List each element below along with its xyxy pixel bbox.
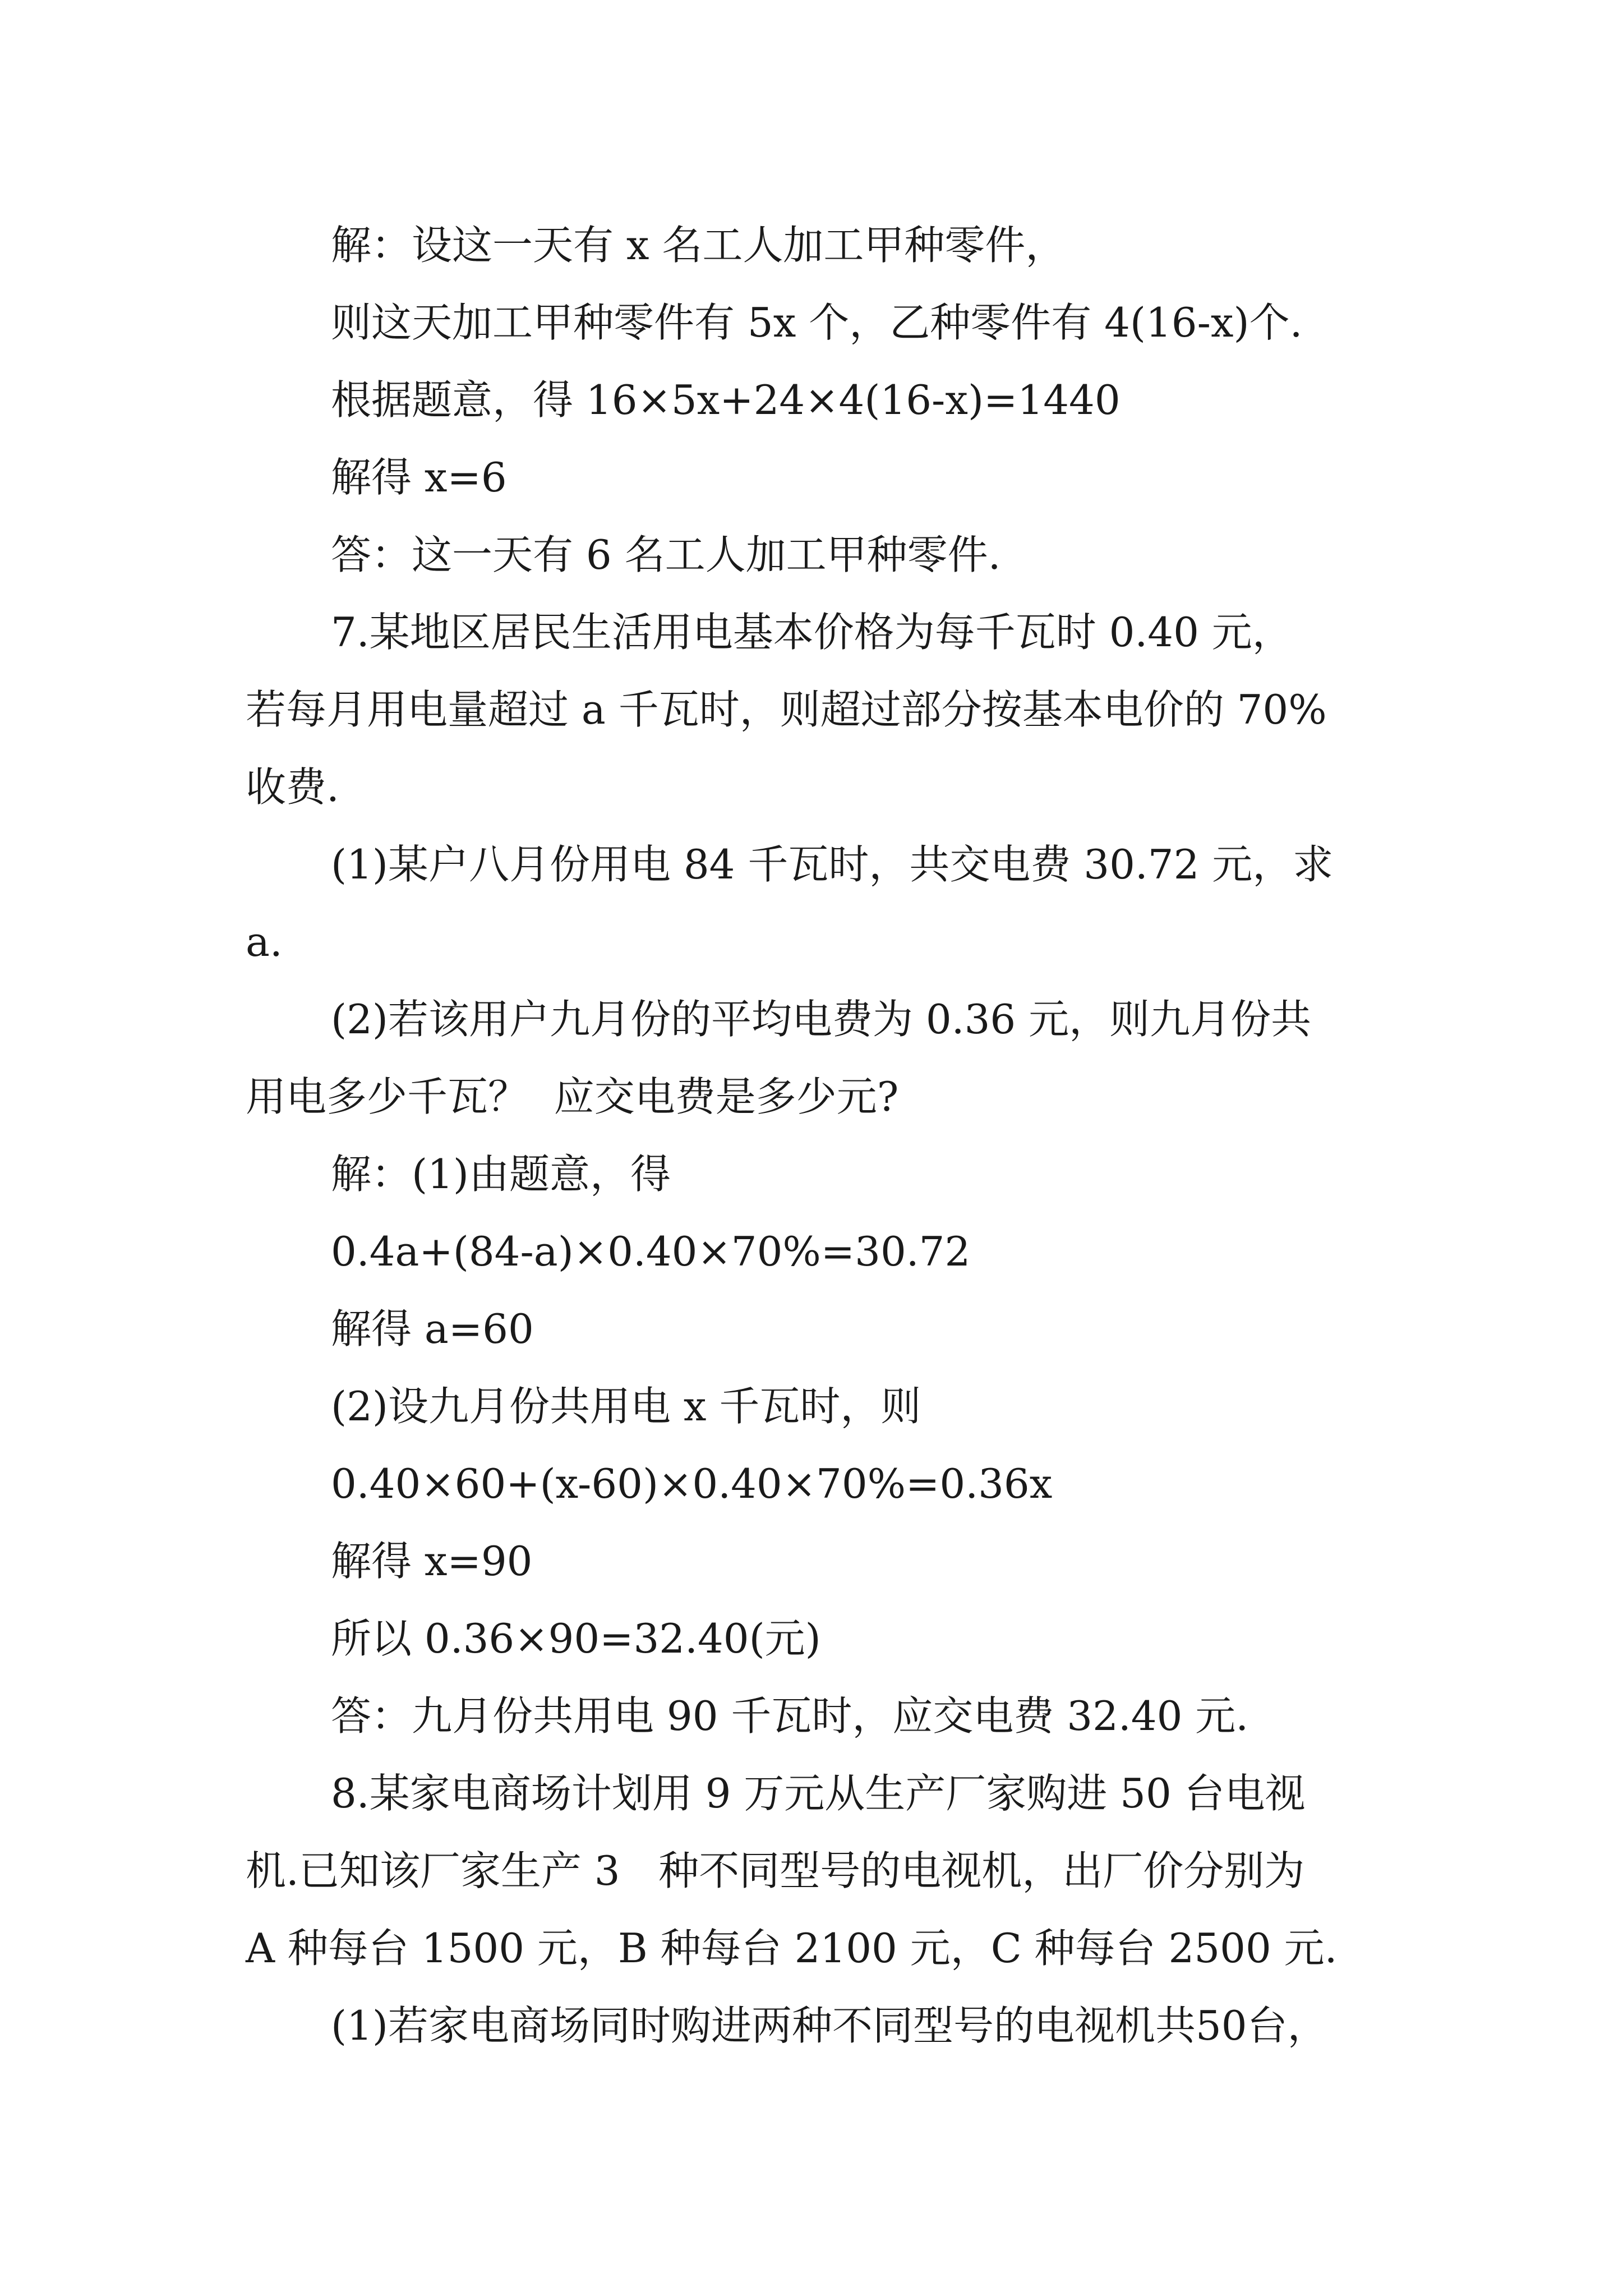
solution-line: 解：设这一天有 x 名工人加工甲种零件， bbox=[331, 222, 1066, 269]
question-8-line: 8.某家电商场计划用 9 万元从生产厂家购进 50 台电视 bbox=[331, 1770, 1306, 1817]
sub-question-line: (2)若该用户九月份的平均电费为 0.36 元，则九月份共 bbox=[331, 996, 1312, 1043]
sub-question-line: (1)若家电商场同时购进两种不同型号的电视机共50台， bbox=[331, 2002, 1328, 2049]
answer-line: 答：九月份共用电 90 千瓦时，应交电费 32.40 元. bbox=[331, 1692, 1249, 1740]
sub-question-line: a. bbox=[246, 918, 283, 965]
solution-line: 根据题意，得 16×5x+24×4(16-x)=1440 bbox=[331, 376, 1121, 424]
solution-line: 解得 a=60 bbox=[331, 1305, 534, 1352]
solution-line: 解得 x=6 bbox=[331, 454, 507, 501]
equation-line: 0.4a+(84-a)×0.40×70%=30.72 bbox=[331, 1228, 971, 1275]
question-8-line: A 种每台 1500 元，B 种每台 2100 元，C 种每台 2500 元. bbox=[246, 1925, 1338, 1972]
question-7-line: 7.某地区居民生活用电基本价格为每千瓦时 0.40 元， bbox=[331, 609, 1293, 656]
answer-line: 答：这一天有 6 名工人加工甲种零件. bbox=[331, 531, 1001, 578]
question-7-line: 收费. bbox=[246, 763, 339, 811]
solution-line: 所以 0.36×90=32.40(元) bbox=[331, 1615, 821, 1662]
solution-line: (2)设九月份共用电 x 千瓦时，则 bbox=[331, 1383, 921, 1430]
solution-line: 解得 x=90 bbox=[331, 1538, 533, 1585]
equation-line: 0.40×60+(x-60)×0.40×70%=0.36x bbox=[331, 1460, 1053, 1507]
sub-question-line: 用电多少千瓦？ 应交电费是多少元? bbox=[246, 1073, 899, 1120]
question-8-line: 机.已知该厂家生产 3 种不同型号的电视机，出厂价分别为 bbox=[246, 1847, 1305, 1894]
sub-question-line: (1)某户八月份用电 84 千瓦时，共交电费 30.72 元，求 bbox=[331, 841, 1334, 888]
solution-line: 解：(1)由题意，得 bbox=[331, 1151, 671, 1198]
question-7-line: 若每月用电量超过 a 千瓦时，则超过部分按基本电价的 70% bbox=[246, 686, 1327, 733]
solution-line: 则这天加工甲种零件有 5x 个，乙种零件有 4(16-x)个. bbox=[331, 299, 1303, 346]
